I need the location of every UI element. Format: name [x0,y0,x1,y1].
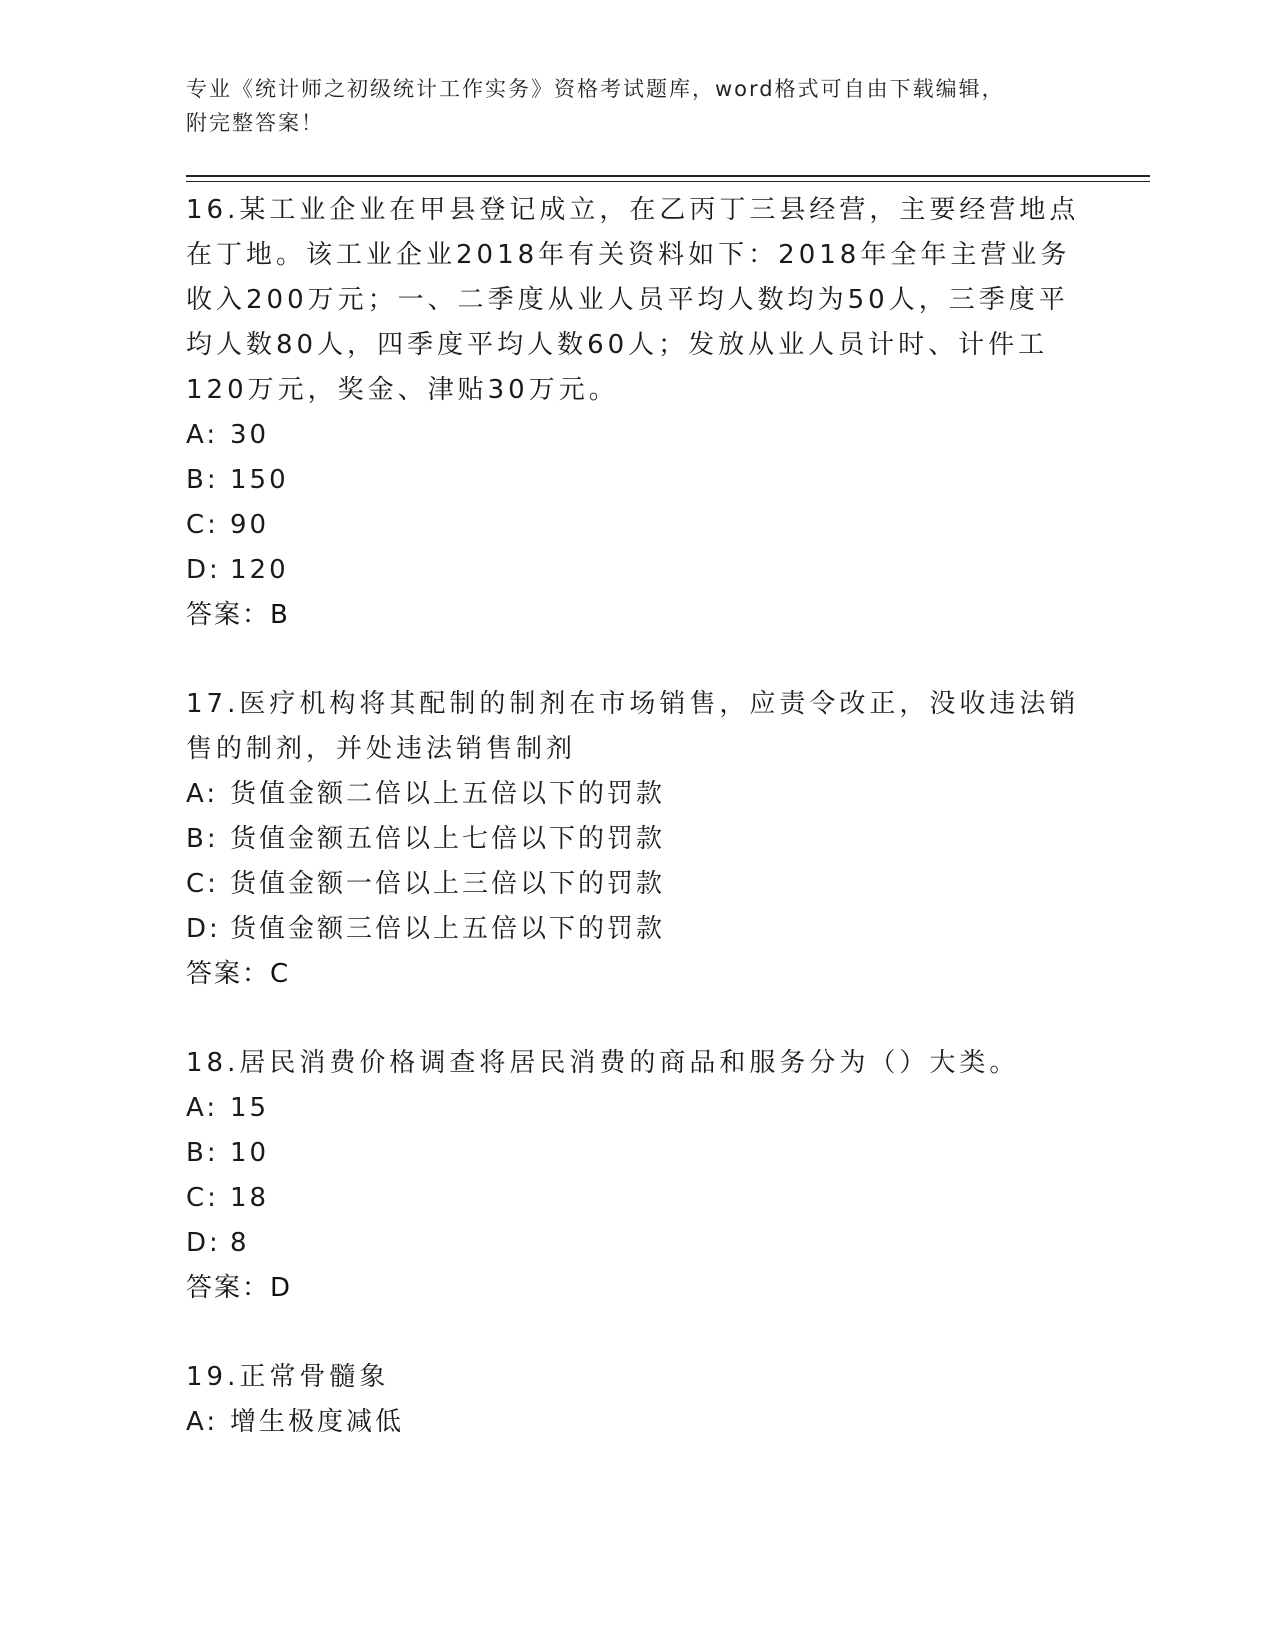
option-text: 150 [230,465,289,495]
question-text: 18.居民消费价格调查将居民消费的商品和服务分为（）大类。 [186,1048,1020,1078]
option-a [186,1086,1086,1131]
question-text: 19.正常骨髓象 [186,1362,390,1392]
option-b [186,817,1086,862]
option-text: 货值金额三倍以上五倍以下的罚款 [230,914,666,944]
option-letter: C: [186,869,219,899]
option-text: 90 [230,510,270,540]
option-letter: D: [186,914,221,944]
option-letter: C: [186,510,219,540]
option-letter: B: [186,824,219,854]
option-text: 货值金额二倍以上五倍以下的罚款 [230,779,666,809]
option-d [186,907,1086,952]
option-text: 货值金额一倍以上三倍以下的罚款 [230,869,666,899]
option-text: 30 [230,420,270,450]
option-d [186,1221,1086,1266]
option-letter: A: [186,1093,219,1123]
option-text: 8 [230,1228,250,1258]
option-text: 120 [230,555,289,585]
option-letter: D: [186,555,221,585]
option-letter: A: [186,420,219,450]
option-a [186,772,1086,817]
option-text: 增生极度减低 [230,1407,405,1437]
document-header [186,72,1086,140]
option-b [186,458,1086,503]
option-letter: C: [186,1183,219,1213]
option-letter: B: [186,1138,219,1168]
option-letter: A: [186,1407,219,1437]
option-a [186,413,1086,458]
header-divider-thick [186,175,1150,177]
option-text: 10 [230,1138,270,1168]
option-text: 货值金额五倍以上七倍以下的罚款 [230,824,666,854]
option-a [186,1400,1086,1445]
answer-line: 答案：B [186,600,290,630]
header-divider-thin [186,181,1150,182]
option-c [186,862,1086,907]
question-18 [186,1041,1086,1311]
question-text: 17.医疗机构将其配制的制剂在市场销售，应责令改正，没收违法销售的制剂，并处违法销售制剂 [186,689,1080,764]
question-19 [186,1355,1086,1445]
option-text: 18 [230,1183,270,1213]
option-letter: A: [186,779,219,809]
question-text: 16.某工业企业在甲县登记成立，在乙丙丁三县经营，主要经营地点在丁地。该工业企业2018年有关资料如下：2018年全年主营业务收入200万元；一、二季度从业人员平均人数均为50人，三季度平均人数80人，四季度平均人数60人；发放从业人员计时、计件工120万元，奖金、津贴30万元。 [186,195,1080,405]
answer-line: 答案：C [186,959,291,989]
option-letter: D: [186,1228,221,1258]
option-c [186,503,1086,548]
header-line-1: 专业《统计师之初级统计工作实务》资格考试题库，word格式可自由下载编辑， [186,77,1005,101]
option-text: 15 [230,1093,270,1123]
question-list [186,188,1086,1445]
option-letter: B: [186,465,219,495]
option-c [186,1176,1086,1221]
question-17 [186,682,1086,997]
answer-line: 答案：D [186,1273,293,1303]
option-d [186,548,1086,593]
option-b [186,1131,1086,1176]
question-16 [186,188,1086,638]
header-line-2: 附完整答案！ [186,111,324,135]
